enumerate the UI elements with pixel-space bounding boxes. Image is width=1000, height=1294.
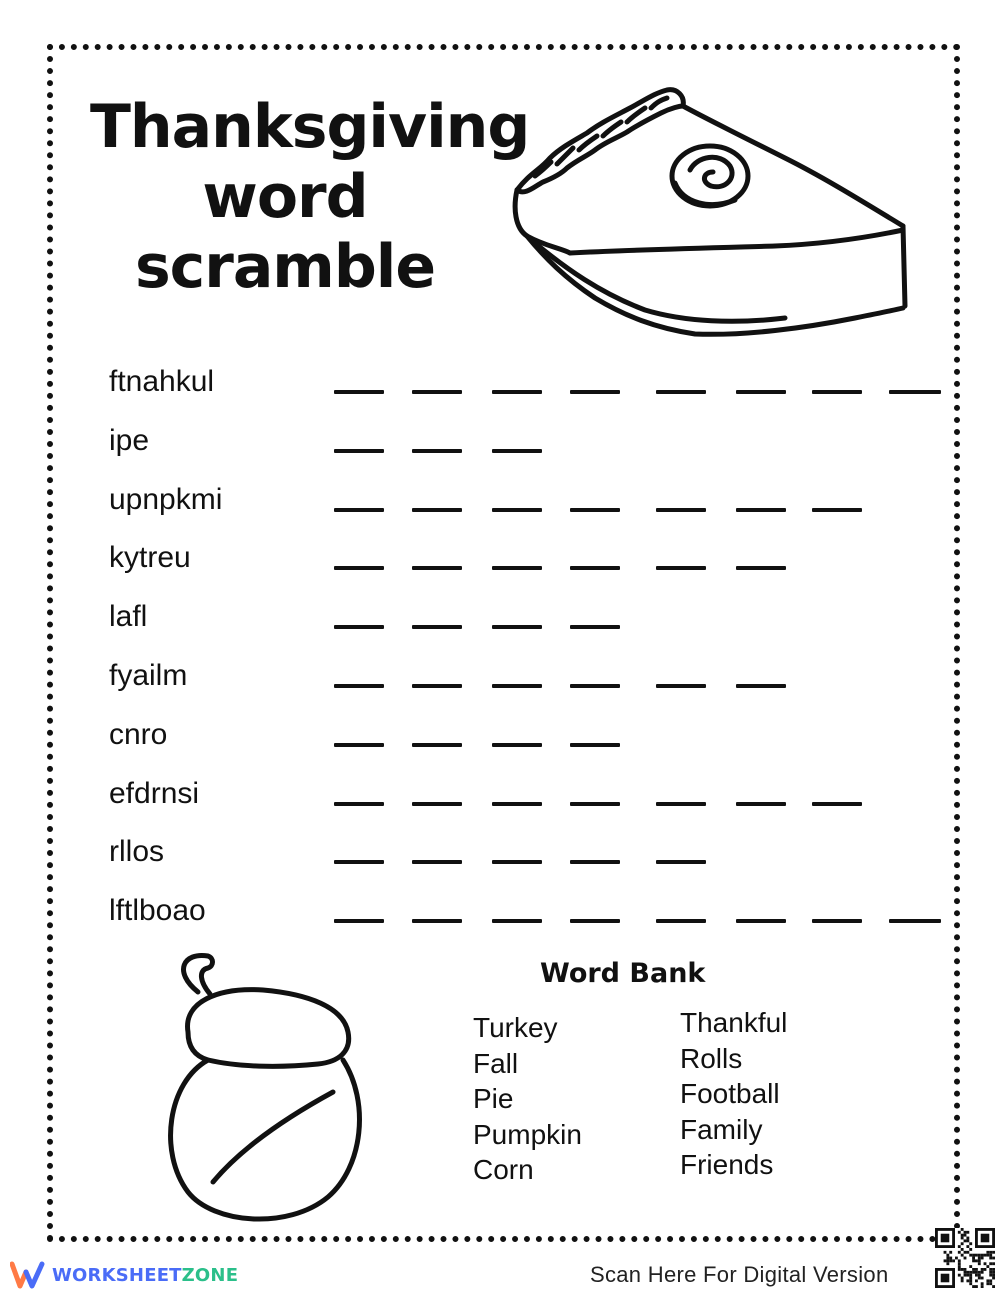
scrambled-word: kytreu [109,541,191,575]
letter-blank[interactable] [412,449,462,453]
scramble-row [109,536,949,594]
letter-blank[interactable] [736,919,786,923]
scrambled-word: lafl [109,600,148,634]
word-bank-column-1 [473,1010,582,1188]
word-bank-title: Word Bank [540,958,706,989]
title-line-3: scramble [134,232,436,302]
letter-blank[interactable] [492,566,542,570]
scramble-row [109,360,949,418]
scramble-row [109,654,949,712]
letter-blank[interactable] [812,390,862,394]
worksheetzone-logo-icon [10,1260,46,1290]
letter-blank[interactable] [492,508,542,512]
title-line-2: word [202,162,368,232]
letter-blank[interactable] [492,390,542,394]
letter-blank[interactable] [656,860,706,864]
letter-blank[interactable] [889,919,941,923]
scrambled-word: ftnahkul [109,365,215,398]
letter-blank[interactable] [570,802,620,806]
letter-blank[interactable] [334,566,384,570]
letter-blank[interactable] [334,743,384,747]
scramble-row [109,830,949,888]
scrambled-word: ipe [109,423,150,457]
word-bank-item: Pumpkin [473,1118,582,1150]
letter-blank[interactable] [736,802,786,806]
letter-blank[interactable] [656,684,706,688]
scrambled-word: cnro [109,717,168,751]
letter-blank[interactable] [656,390,706,394]
letter-blank[interactable] [656,508,706,512]
letter-blank[interactable] [492,802,542,806]
word-bank-item: Friends [680,1149,774,1180]
brand-name-first: WORKSHEET [52,1264,182,1286]
letter-blank[interactable] [334,684,384,688]
letter-blank[interactable] [492,743,542,747]
acorn-icon [158,952,383,1232]
letter-blank[interactable] [412,860,462,864]
scan-text: Scan Here For Digital Version [590,1262,889,1287]
letter-blank[interactable] [736,508,786,512]
letter-blank[interactable] [570,684,620,688]
letter-blank[interactable] [656,919,706,923]
letter-blank[interactable] [334,919,384,923]
letter-blank[interactable] [334,802,384,806]
pie-slice-icon [505,78,910,340]
letter-blank[interactable] [570,508,620,512]
scrambled-word: upnpkmi [109,482,223,516]
letter-blank[interactable] [334,860,384,864]
letter-blank[interactable] [570,860,620,864]
scramble-row [109,419,949,477]
letter-blank[interactable] [492,860,542,864]
scramble-row [109,889,949,947]
letter-blank[interactable] [412,508,462,512]
letter-blank[interactable] [736,684,786,688]
letter-blank[interactable] [812,508,862,512]
word-bank-item: Family [680,1113,763,1145]
letter-blank[interactable] [412,566,462,570]
word-bank-item: Rolls [680,1042,743,1074]
letter-blank[interactable] [812,919,862,923]
letter-blank[interactable] [412,743,462,747]
qr-code-icon[interactable] [935,1228,995,1288]
letter-blank[interactable] [334,390,384,394]
letter-blank[interactable] [736,566,786,570]
word-bank-item: Turkey [473,1012,558,1043]
letter-blank[interactable] [334,449,384,453]
letter-blank[interactable] [492,684,542,688]
letter-blank[interactable] [412,919,462,923]
scrambled-word: efdrnsi [109,776,200,810]
letter-blank[interactable] [334,508,384,512]
letter-blank[interactable] [412,625,462,629]
letter-blank[interactable] [812,802,862,806]
scrambled-word: rllos [109,835,165,869]
letter-blank[interactable] [570,743,620,747]
letter-blank[interactable] [492,449,542,453]
letter-blank[interactable] [412,802,462,806]
word-bank-item: Pie [473,1083,514,1114]
letter-blank[interactable] [889,390,941,394]
scramble-row [109,478,949,536]
scrambled-word: fyailm [109,659,188,692]
letter-blank[interactable] [412,684,462,688]
letter-blank[interactable] [492,919,542,923]
letter-blank[interactable] [570,566,620,570]
letter-blank[interactable] [570,919,620,923]
letter-blank[interactable] [334,625,384,629]
word-bank-item: Corn [473,1154,534,1185]
scrambled-word: lftlboao [109,894,206,928]
word-bank-item: Football [680,1078,780,1109]
letter-blank[interactable] [736,390,786,394]
letter-blank[interactable] [656,802,706,806]
letter-blank[interactable] [412,390,462,394]
brand-name [52,1265,238,1286]
word-bank-item: Fall [473,1047,519,1079]
scramble-row [109,772,949,830]
letter-blank[interactable] [656,566,706,570]
word-bank-column-2 [680,1005,787,1183]
worksheetzone-logo[interactable] [10,1258,238,1292]
letter-blank[interactable] [570,390,620,394]
scramble-row [109,595,949,653]
letter-blank[interactable] [492,625,542,629]
word-bank-item: Thankful [680,1007,788,1038]
scramble-row [109,713,949,771]
brand-name-second: ZONE [181,1264,239,1286]
title-line-1: Thanksgiving [90,92,530,162]
page-title [90,92,530,302]
letter-blank[interactable] [570,625,620,629]
